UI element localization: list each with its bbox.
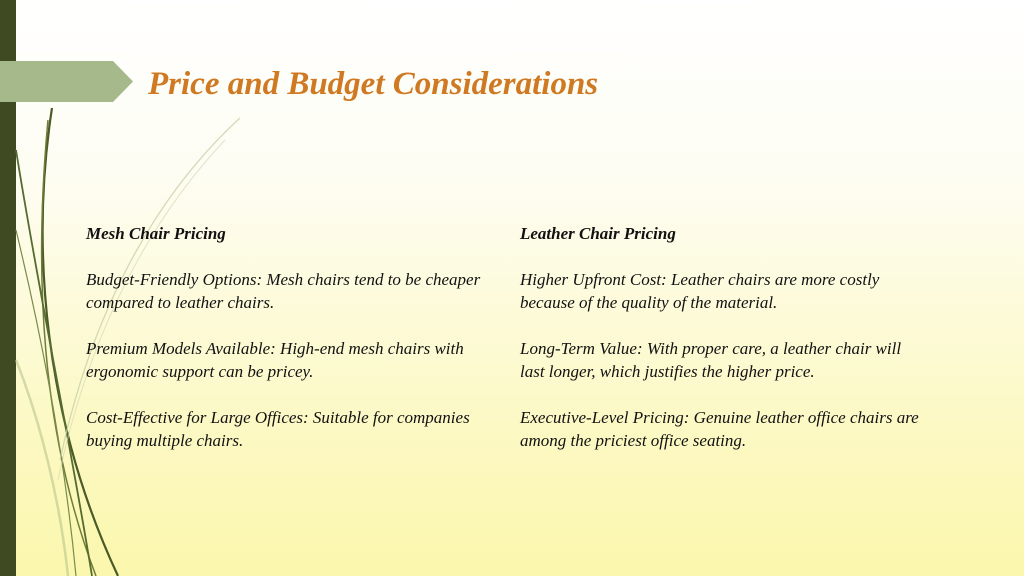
mesh-budget-paragraph: Budget-Friendly Options: Mesh chairs tend to be cheaper compared to leather chairs. [86,270,481,312]
mesh-cost-effective-paragraph: Cost-Effective for Large Offices: Suitable for companies buying multiple chairs. [86,408,470,450]
leather-upfront-paragraph: Higher Upfront Cost: Leather chairs are more costly because of the quality of the material. [520,270,880,312]
mesh-chair-column [86,222,491,475]
leather-executive-paragraph: Executive-Level Pricing: Genuine leather office chairs are among the priciest office seating. [520,408,919,450]
leather-chair-heading: Leather Chair Pricing [520,224,676,243]
leather-long-term-paragraph: Long-Term Value: With proper care, a leather chair will last longer, which justifies the higher price. [520,339,902,381]
mesh-premium-paragraph: Premium Models Available: High-end mesh chairs with ergonomic support can be pricey. [86,339,464,381]
title-arrow-shape [0,61,133,102]
leather-chair-column [520,222,925,475]
mesh-chair-heading: Mesh Chair Pricing [86,224,226,243]
slide-title: Price and Budget Considerations [148,66,599,102]
